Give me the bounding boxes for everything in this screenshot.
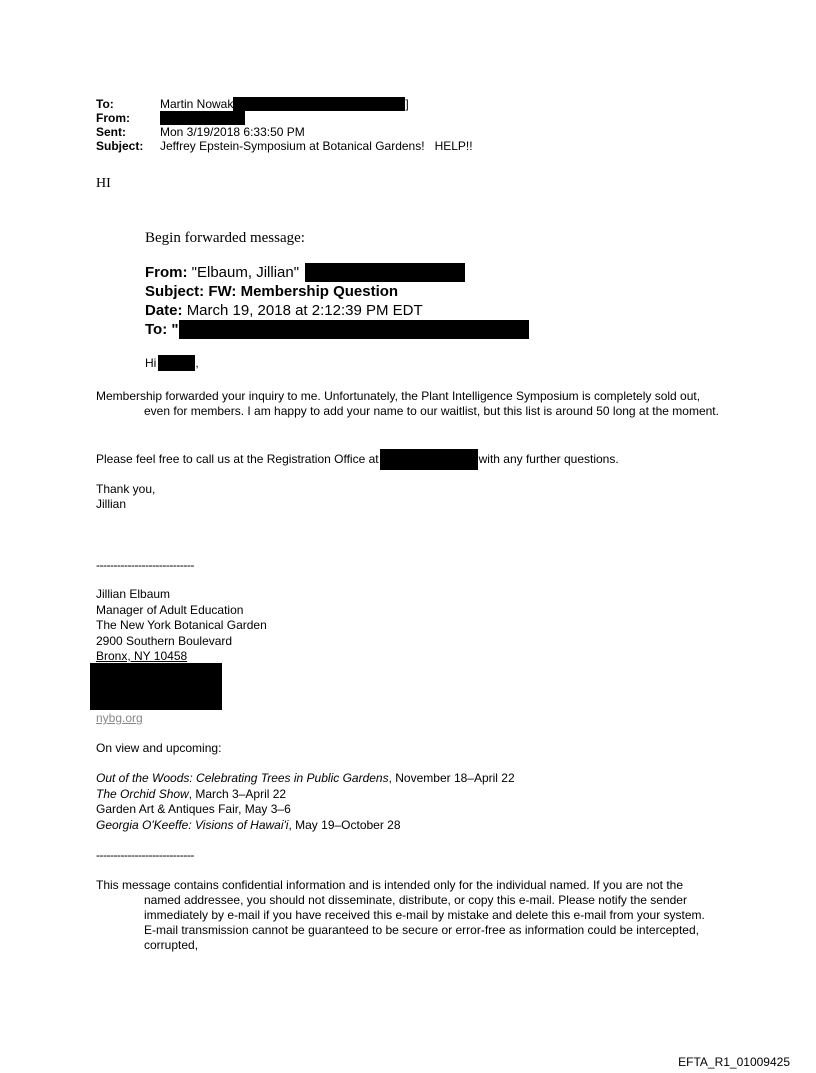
- signature-block: [96, 587, 267, 665]
- closing-name: Jillian: [96, 497, 127, 511]
- redaction-bar: [305, 263, 465, 282]
- separator: ----------------------------: [96, 558, 194, 572]
- redaction-block: [90, 663, 222, 710]
- event-title: Georgia O'Keeffe: Visions of Hawai'i: [96, 817, 289, 832]
- subject-label: Subject:: [96, 139, 144, 153]
- redaction-bar: [160, 111, 245, 125]
- subject-value: Jeffrey Epstein-Symposium at Botanical Gardens! HELP!!: [160, 139, 473, 153]
- redaction-bar: [158, 355, 195, 371]
- event-item: [96, 818, 515, 834]
- fwd-date-row: [145, 301, 529, 320]
- sent-value: Mon 3/19/2018 6:33:50 PM: [160, 125, 305, 139]
- sent-label: Sent:: [96, 125, 126, 139]
- email-header: [96, 97, 473, 153]
- redaction-bar: [233, 97, 405, 111]
- onview-heading: On view and upcoming:: [96, 741, 222, 755]
- body-greeting: HI: [96, 176, 111, 191]
- greeting-suffix: ,: [195, 356, 199, 370]
- redaction-bar: [380, 449, 478, 470]
- website-link[interactable]: nybg.org: [96, 711, 143, 725]
- fwd-from-label: From:: [145, 264, 188, 281]
- event-item: [96, 787, 515, 803]
- fwd-date-value: March 19, 2018 at 2:12:39 PM EDT: [186, 302, 423, 319]
- message-paragraph: Membership forwarded your inquiry to me. Unfortunately, the Plant Intelligence Symposium is completely sold out, even for members. I am happy to add your name to our waitlist, but this list is around 50 long at the moment.: [96, 389, 719, 418]
- subject-row: [96, 139, 473, 153]
- event-title: The Orchid Show: [96, 786, 189, 801]
- message-paragraph-phone: [96, 449, 619, 470]
- fwd-subject-value: FW: Membership Question: [208, 283, 399, 300]
- forwarded-header: [145, 263, 529, 339]
- phone-text-after: with any further questions.: [478, 452, 619, 466]
- sent-row: [96, 125, 473, 139]
- fwd-date-label: Date:: [145, 302, 183, 319]
- fwd-to-label: To:: [145, 321, 168, 338]
- closing: [96, 482, 155, 512]
- event-dates: Garden Art & Antiques Fair, May 3–6: [96, 802, 291, 816]
- fwd-to-value: ": [171, 321, 179, 338]
- fwd-from-value: "Elbaum, Jillian": [191, 264, 300, 281]
- event-title: Out of the Woods: Celebrating Trees in Public Gardens: [96, 771, 389, 785]
- to-value: Martin Nowak: [160, 97, 234, 111]
- from-row: [96, 111, 473, 125]
- fwd-subject-label: Subject:: [145, 283, 205, 300]
- signature-org: The New York Botanical Garden: [96, 618, 267, 632]
- document-id: EFTA_R1_01009425: [678, 1055, 790, 1069]
- fwd-subject-row: [145, 282, 529, 301]
- event-dates: , March 3–April 22: [188, 786, 287, 801]
- separator: ----------------------------: [96, 848, 194, 862]
- disclaimer: This message contains confidential information and is intended only for the individual named. If you are not the named addressee, you should not disseminate, distribute, or copy this e-mail. Please notify the sender immediately by e-mail if you have received this e-mail by mistake and delete this e-mail from your system. E-mail transmission cannot be guaranteed to be secure or error-free as information could be intercepted, corrupted,: [96, 878, 705, 952]
- greeting-word: Hi: [145, 356, 157, 370]
- signature-city: Bronx, NY 10458: [96, 649, 188, 663]
- closing-line: Thank you,: [96, 482, 156, 496]
- event-item: [96, 771, 515, 787]
- from-label: From:: [96, 111, 130, 125]
- phone-text-before: Please feel free to call us at the Registration Office at: [96, 452, 379, 466]
- to-trailing: ]: [405, 97, 409, 111]
- signature-title: Manager of Adult Education: [96, 602, 244, 617]
- to-row: [96, 97, 473, 111]
- event-dates: , November 18–April 22: [388, 771, 515, 785]
- forwarded-intro: Begin forwarded message:: [145, 230, 305, 246]
- message-greeting: [145, 355, 199, 371]
- fwd-from-row: [145, 263, 529, 282]
- redaction-bar: [179, 320, 529, 339]
- signature-street: 2900 Southern Boulevard: [96, 633, 233, 648]
- event-item: [96, 802, 515, 818]
- to-label: To:: [96, 97, 114, 111]
- event-dates: , May 19–October 28: [288, 817, 401, 832]
- signature-name: Jillian Elbaum: [96, 587, 171, 601]
- events-list: [96, 771, 515, 833]
- fwd-to-row: [145, 320, 529, 339]
